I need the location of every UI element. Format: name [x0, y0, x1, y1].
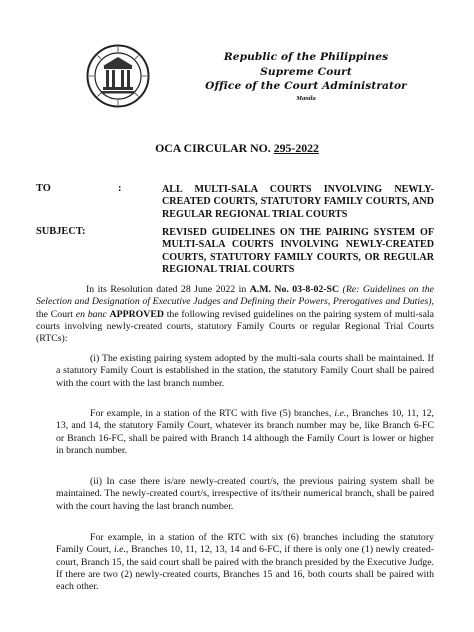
circular-title: [0, 141, 474, 156]
to-colon: :: [118, 183, 122, 194]
approved-text: APPROVED: [109, 308, 164, 320]
to-label: TO: [36, 183, 51, 194]
letterhead-office: Office of the Court Administrator: [205, 80, 407, 93]
example-1: For example, in a station of the RTC with five (5) branches, i.e., Branches 10, 11, 12, 13, and 14, the statutory Family Court, whatever its branch number may be, like Branch 6-FC or Branch 16-FC, shall be paired with Branch 14 although the Family Court is lower or higher in branch number.: [56, 408, 435, 456]
intro-paragraph: In its Resolution dated 28 June 2022 in A.M. No. 03-8-02-SC (Re: Guidelines on the Selection and Designation of Executive Judges and Defining their Powers, Prerogatives and Duties), the Court en banc APPROVED the following revised guidelines on the pairing system of multi-sala courts involving newly-created courts, statutory Family Courts or regular Regional Trial Courts (RTCs):: [36, 284, 434, 345]
guideline-item-2: (ii) In case there is/are newly-created court/s, the previous pairing system shall be maintained. The newly-created court/s, irrespective of its/their numerical branch, shall be paired with the court having the last branch number.: [56, 476, 434, 512]
circular-number: 295-2022: [273, 141, 319, 155]
to-value: ALL MULTI-SALA COURTS INVOLVING NEWLY-CREATED COURTS, STATUTORY FAMILY COURTS, AND REGULAR REGIONAL TRIAL COURTS: [162, 184, 434, 220]
resolution-title: (Re: Guidelines on the Selection and Designation of Executive Judges and Defining their Powers, Prerogatives and Duties): [36, 284, 434, 308]
letterhead: [186, 50, 426, 104]
supreme-court-seal-icon: [86, 44, 150, 108]
letterhead-republic: Republic of the Philippines: [223, 51, 389, 63]
subject-value: REVISED GUIDELINES ON THE PAIRING SYSTEM OF MULTI-SALA COURTS INVOLVING NEWLY-CREATED COURTS, STATUTORY FAMILY COURTS, OR REGULAR REGIONAL TRIAL COURTS: [162, 227, 434, 275]
resolution-number: A.M. No. 03-8-02-SC: [249, 284, 340, 295]
letterhead-city: Manila: [296, 94, 316, 102]
subject-label: SUBJECT:: [36, 226, 86, 237]
guideline-item-1: (i) The existing pairing system adopted by the multi-sala courts shall be maintained. If a statutory Family Court is established in the station, the statutory Family Court shall be paired with the court with the last branch number.: [56, 353, 434, 389]
circular-title-prefix: OCA CIRCULAR NO.: [155, 141, 274, 155]
letterhead-supreme-court: Supreme Court: [260, 65, 352, 78]
example-2: For example, in a station of the RTC with six (6) branches including the statutory Family Court, i.e., Branches 10, 11, 12, 13, 14 and 6-FC, if there is only one (1) newly created-court, Branch 15, the said court shall be paired with the branch presided by the Executive Judge. If there are two (2) newly-created courts, Branches 15 and 16, both courts shall be paired with each other.: [56, 532, 434, 593]
